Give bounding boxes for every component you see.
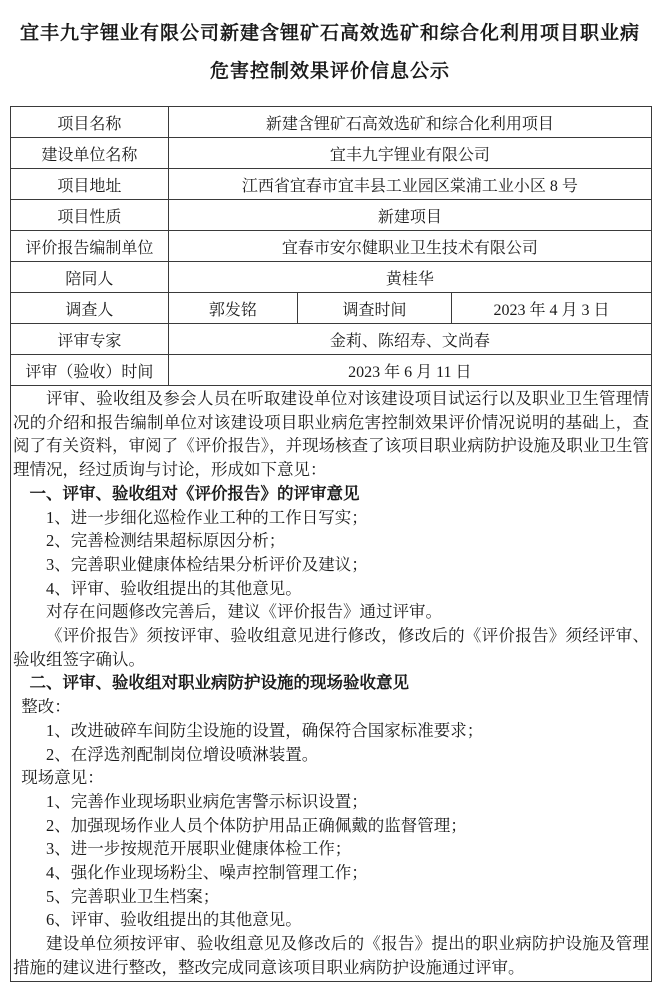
section1-item: 2、完善检测结果超标原因分析； [46, 531, 286, 551]
page-title-line-1: 宜丰九宇锂业有限公司新建含锂矿石高效选矿和综合化利用项目职业病 [19, 23, 640, 44]
row-value: 金莉、陈绍寿、文尚春 [168, 324, 651, 355]
table-row-project-name [11, 107, 652, 138]
row-label: 评审专家 [11, 324, 169, 355]
rectify-item: 1、改进破碎车间防尘设施的设置，确保符合国家标准要求； [46, 720, 484, 740]
site-opinion-label: 现场意见： [21, 768, 104, 788]
rectify-label: 整改： [21, 697, 71, 717]
row-value: 宜春市安尔健职业卫生技术有限公司 [168, 231, 651, 262]
row-value-investigator: 郭发铭 [168, 293, 297, 324]
row-label: 评审（验收）时间 [11, 355, 169, 386]
page-title-line-2: 危害控制效果评价信息公示 [209, 61, 450, 82]
row-value: 新建项目 [168, 200, 651, 231]
row-label: 项目性质 [11, 200, 169, 231]
row-value: 宜丰九宇锂业有限公司 [168, 138, 651, 169]
table-row-review-experts [11, 324, 652, 355]
row-value: 新建含锂矿石高效选矿和综合化利用项目 [168, 107, 651, 138]
table-row-review-time [11, 355, 652, 386]
row-value: 黄桂华 [168, 262, 651, 293]
row-label: 陪同人 [11, 262, 169, 293]
table-row-investigator [11, 293, 652, 324]
site-opinion-item: 3、进一步按规范开展职业健康体检工作； [46, 839, 352, 859]
row-value: 江西省宜春市宜丰县工业园区棠浦工业小区 8 号 [168, 169, 651, 200]
row-label-investigation-time: 调查时间 [298, 293, 452, 324]
section1-item: 3、完善职业健康体检结果分析评价及建议； [46, 554, 368, 574]
section1-note: 《评价报告》须按评审、验收组意见进行修改，修改后的《评价报告》须经评审、验收组签字确认。 [13, 626, 649, 669]
table-row-construction-unit [11, 138, 652, 169]
table-row-accompanying-person [11, 262, 652, 293]
final-paragraph: 建设单位须按评审、验收组意见及修改后的《报告》提出的职业病防护设施及管理措施的建议进行整改，整改完成同意该项目职业病防护设施通过评审。 [13, 934, 649, 977]
table-row-project-nature [11, 200, 652, 231]
table-row-project-address [11, 169, 652, 200]
section1-item: 4、评审、验收组提出的其他意见。 [46, 578, 302, 598]
row-value: 2023 年 6 月 11 日 [168, 355, 651, 386]
page-title [0, 0, 660, 91]
opinion-intro: 评审、验收组及参会人员在听取建设单位对该建设项目试运行以及职业卫生管理情况的介绍和报告编制单位对该建设项目职业病危害控制效果评价情况说明的基础上，查阅了有关资料，审阅了《评价报告》，并现场核查了该项目职业病防护设施及职业卫生管理情况，经过质询与讨论，形成如下意见： [13, 389, 649, 480]
site-opinion-item: 5、完善职业卫生档案； [46, 886, 220, 906]
opinion-text-block [11, 386, 652, 982]
site-opinion-item: 2、加强现场作业人员个体防护用品正确佩戴的监督管理； [46, 815, 467, 835]
row-label: 项目地址 [11, 169, 169, 200]
row-label: 建设单位名称 [11, 138, 169, 169]
site-opinion-item: 1、完善作业现场职业病危害警示标识设置； [46, 791, 368, 811]
section1-conclusion: 对存在问题修改完善后，建议《评价报告》通过评审。 [46, 602, 442, 622]
row-label: 评价报告编制单位 [11, 231, 169, 262]
table-row-report-compiler [11, 231, 652, 262]
project-info-table [10, 106, 652, 982]
section1-heading: 一、评审、验收组对《评价报告》的评审意见 [29, 483, 360, 503]
rectify-item: 2、在浮选剂配制岗位增设喷淋装置。 [46, 744, 319, 764]
section1-item: 1、进一步细化巡检作业工种的工作日写实； [46, 507, 368, 527]
site-opinion-item: 6、评审、验收组提出的其他意见。 [46, 910, 302, 930]
row-value-investigation-date: 2023 年 4 月 3 日 [451, 293, 651, 324]
site-opinion-item: 4、强化作业现场粉尘、噪声控制管理工作； [46, 863, 368, 883]
table-row-opinions [11, 386, 652, 982]
section2-heading: 二、评审、验收组对职业病防护设施的现场验收意见 [29, 673, 409, 693]
row-label: 调查人 [11, 293, 169, 324]
row-label: 项目名称 [11, 107, 169, 138]
